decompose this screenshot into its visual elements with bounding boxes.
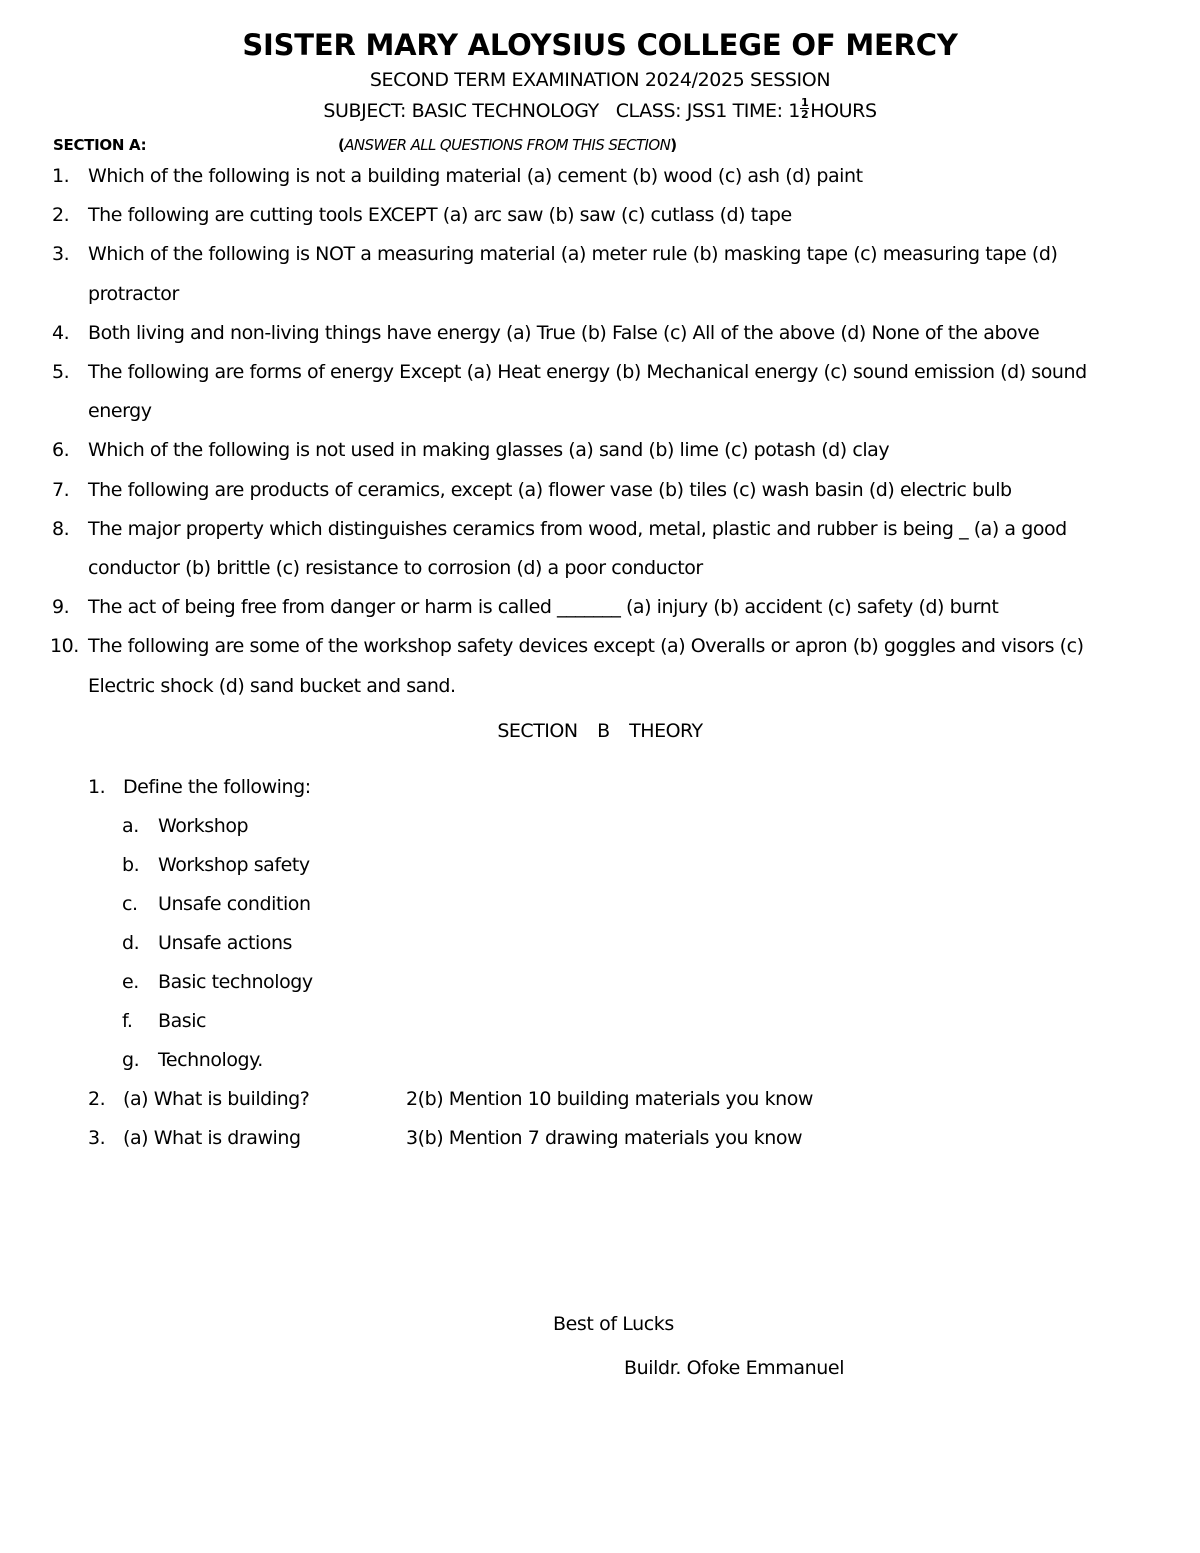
item-text: Basic technology [158, 971, 313, 993]
item-text: Workshop [158, 815, 249, 837]
objective-question [50, 157, 1160, 196]
fraction-denominator: 2 [800, 108, 809, 121]
question-number: 9. [52, 596, 70, 619]
question-number: 6. [52, 439, 70, 462]
objective-question [50, 471, 1160, 510]
objective-question [50, 510, 1160, 588]
question-text: The major property which distinguishes ceramics from wood, metal, plastic and rubber is being _ (a) a good [88, 517, 1067, 540]
time-unit: HOURS [810, 100, 877, 122]
objective-question [50, 431, 1160, 470]
item-text: Basic [158, 1010, 207, 1032]
time-fraction [800, 97, 809, 120]
question-number: 2. [88, 1088, 106, 1110]
question-part-a: (a) What is building? [123, 1088, 310, 1110]
question-text: The following are products of ceramics, except (a) flower vase (b) tiles (c) wash basin (d) electric bulb [88, 478, 1012, 501]
question-text: Which of the following is not used in making glasses (a) sand (b) lime (c) potash (d) clay [88, 439, 890, 462]
question-number: 8. [52, 517, 70, 540]
item-letter: a. [122, 815, 139, 837]
exam-session: SECOND TERM EXAMINATION 2024/2025 SESSION [369, 69, 831, 91]
question-number: 5. [52, 361, 70, 384]
item-letter: c. [122, 893, 138, 915]
objective-question [50, 314, 1160, 353]
item-letter: d. [122, 932, 140, 954]
question-text-continued: energy [88, 400, 152, 423]
item-text: Unsafe actions [158, 932, 292, 954]
question-text-continued: conductor (b) brittle (c) resistance to corrosion (d) a poor conductor [88, 557, 703, 580]
question-text-continued: protractor [88, 282, 179, 305]
question-text: Which of the following is NOT a measuring material (a) meter rule (b) masking tape (c) measuring tape (d) [88, 243, 1058, 266]
instruction-close-paren: ) [670, 136, 677, 154]
item-text: Unsafe condition [158, 893, 311, 915]
section-a-instruction [338, 136, 676, 154]
school-name: SISTER MARY ALOYSIUS COLLEGE OF MERCY [242, 28, 958, 62]
item-letter: e. [122, 971, 139, 993]
objective-question [50, 353, 1160, 431]
question-text: Both living and non-living things have energy (a) True (b) False (c) All of the above (d) None of the above [88, 321, 1040, 344]
question-number: 7. [52, 478, 70, 501]
section-a-label: SECTION A: [53, 136, 147, 154]
question-number: 4. [52, 321, 70, 344]
objective-question [50, 235, 1160, 313]
item-text: Workshop safety [158, 854, 310, 876]
objective-question [50, 588, 1160, 627]
objective-questions-list [50, 157, 1160, 706]
item-letter: f. [122, 1010, 133, 1032]
question-number: 1. [52, 165, 70, 187]
item-letter: g. [122, 1049, 140, 1071]
question-text: The following are cutting tools EXCEPT (a) arc saw (b) saw (c) cutlass (d) tape [88, 204, 792, 227]
question-text: Define the following: [123, 776, 311, 798]
subject-line [0, 96, 1200, 122]
question-number: 2. [52, 204, 70, 227]
item-letter: b. [122, 854, 140, 876]
instruction-text: ANSWER ALL QUESTIONS FROM THIS SECTION [344, 136, 671, 154]
question-part-a: (a) What is drawing [123, 1127, 301, 1149]
objective-question [50, 627, 1160, 705]
section-a-header [53, 136, 1153, 156]
objective-question [50, 196, 1160, 235]
question-text: Which of the following is not a building material (a) cement (b) wood (c) ash (d) paint [88, 165, 863, 187]
question-text: The following are some of the workshop safety devices except (a) Overalls or apron (b) goggles and visors (c) [88, 635, 1084, 658]
item-text: Technology. [158, 1049, 263, 1071]
question-number: 10. [50, 635, 79, 658]
question-text: The act of being free from danger or harm is called _______ (a) injury (b) accident (c) safety (d) burnt [88, 596, 999, 619]
question-number: 1. [88, 776, 106, 798]
section-b-title: SECTION B THEORY [497, 720, 703, 742]
subject-class-time: SUBJECT: BASIC TECHNOLOGY CLASS: JSS1 TIME: 1 [323, 100, 800, 122]
question-part-b: 3(b) Mention 7 drawing materials you know [406, 1127, 803, 1149]
question-number: 3. [52, 243, 70, 266]
closing-remark: Best of Lucks [553, 1313, 674, 1335]
instruction-open-paren: ( [338, 136, 345, 154]
question-text: The following are forms of energy Except (a) Heat energy (b) Mechanical energy (c) sound emission (d) sound [88, 361, 1087, 384]
question-number: 3. [88, 1127, 106, 1149]
question-part-b: 2(b) Mention 10 building materials you know [406, 1088, 813, 1110]
fraction-numerator: 1 [800, 96, 809, 109]
question-text-continued: Electric shock (d) sand bucket and sand. [88, 674, 456, 697]
examiner-signature: Buildr. Ofoke Emmanuel [624, 1357, 845, 1379]
